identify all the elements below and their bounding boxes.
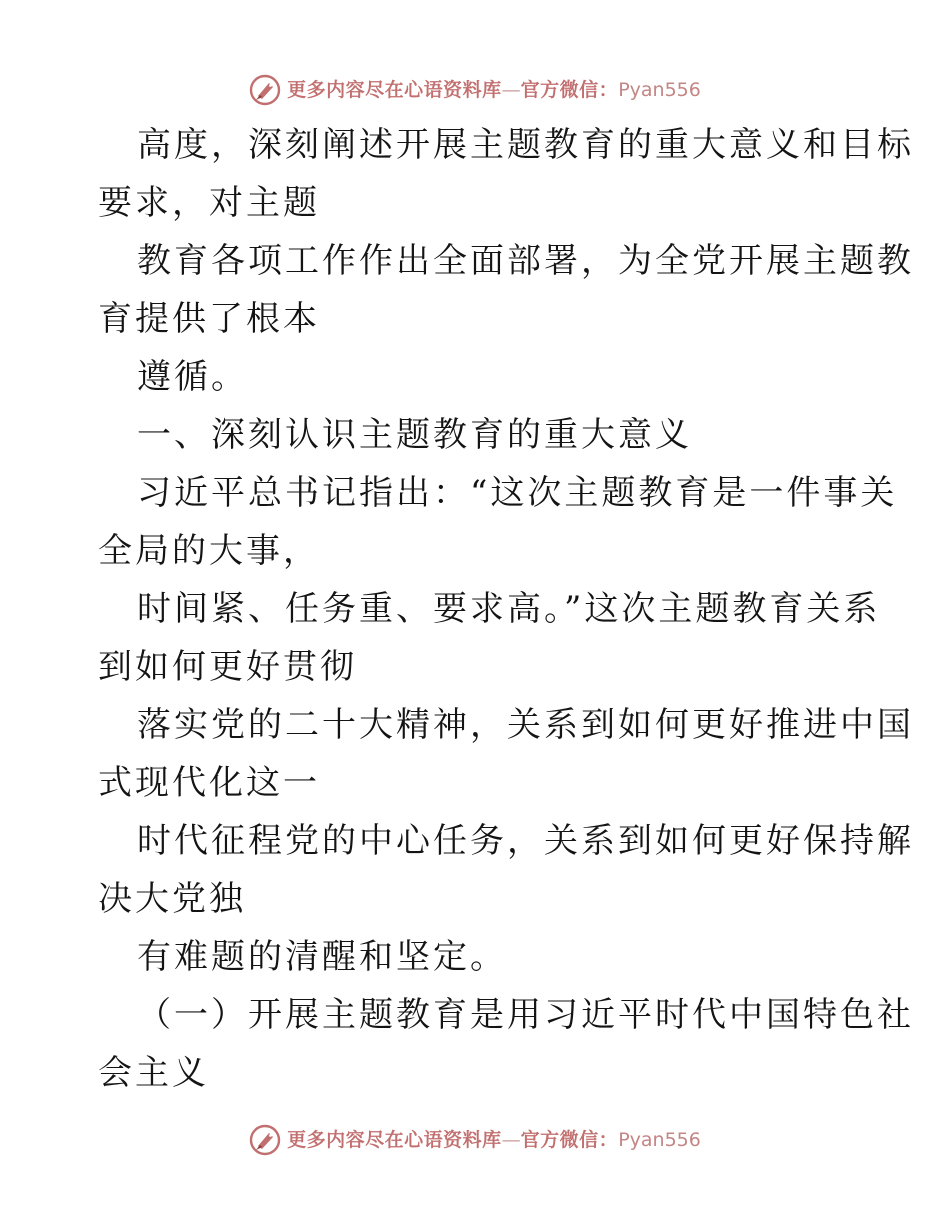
text-line: 全局的大事，: [98, 531, 320, 571]
watermark-wechat-label: 官方微信：: [520, 79, 619, 101]
pen-nib-logo-icon: [249, 1124, 281, 1156]
watermark-text: 更多内容尽在心语资料库: [287, 79, 502, 101]
text-line: 教育各项工作作出全面部署，为全党开展主题教: [137, 241, 914, 281]
pen-nib-logo-icon: [249, 74, 281, 106]
watermark-text: 更多内容尽在心语资料库: [287, 1129, 502, 1151]
document-body: [98, 116, 914, 1102]
text-line: 落实党的二十大精神，关系到如何更好推进中国: [137, 705, 914, 745]
section-heading: 一、深刻认识主题教育的重大意义: [137, 415, 692, 455]
text-line: 习近平总书记指出：“这次主题教育是一件事关: [137, 473, 898, 513]
text-line: 时间紧、任务重、要求高。”这次主题教育关系: [137, 589, 881, 629]
watermark-dash: —: [501, 1129, 521, 1151]
text-line: 会主义: [98, 1053, 209, 1093]
text-line: 到如何更好贯彻: [98, 647, 357, 687]
text-line: 时代征程党的中心任务，关系到如何更好保持解: [137, 821, 914, 861]
text-line: 有难题的清醒和坚定。: [137, 937, 507, 977]
text-line: 育提供了根本: [98, 299, 320, 339]
text-line: 高度，深刻阐述开展主题教育的重大意义和目标: [137, 125, 914, 165]
text-line: 决大党独: [98, 879, 246, 919]
text-line: 式现代化这一: [98, 763, 320, 803]
watermark-wechat-id: Pyan556: [618, 1129, 701, 1151]
subsection-heading: （一）开展主题教育是用习近平时代中国特色社: [137, 995, 914, 1035]
footer-watermark: [0, 1120, 950, 1160]
header-watermark: [0, 70, 950, 110]
watermark-wechat-id: Pyan556: [618, 79, 701, 101]
text-line: 遵循。: [137, 357, 248, 397]
watermark-dash: —: [501, 79, 521, 101]
watermark-wechat-label: 官方微信：: [520, 1129, 619, 1151]
text-line: 要求，对主题: [98, 183, 320, 223]
